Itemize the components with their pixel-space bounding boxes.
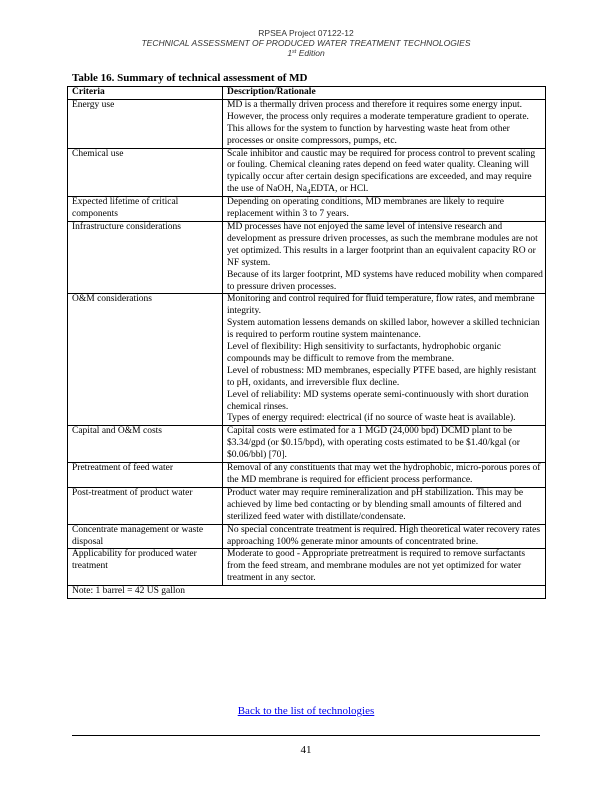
description-paragraph: Types of energy required: electrical (if no source of waste heat is available).	[227, 413, 516, 424]
table-row	[68, 221, 546, 293]
description-cell	[223, 463, 546, 488]
description-paragraph: Level of robustness: MD membranes, especially PTFE based, are highly resistant to pH, oxidants, and irreversible flux decline.	[227, 365, 537, 388]
description-paragraph: Because of its larger footprint, MD systems have reduced mobility when compared to pressure driven processes.	[227, 269, 543, 292]
table-row	[68, 197, 546, 222]
description-paragraph: System automation lessens demands on skilled labor, however a skilled technician is required to perform routine system maintenance.	[227, 318, 540, 341]
table-row	[68, 463, 546, 488]
criteria-cell: Capital and O&M costs	[68, 426, 223, 463]
criteria-cell: Chemical use	[68, 148, 223, 197]
table-row	[68, 99, 546, 148]
description-paragraph: Level of reliability: MD systems operate semi-continuously with short duration chemical rinses.	[227, 389, 529, 412]
table-row	[68, 524, 546, 549]
criteria-cell: Energy use	[68, 99, 223, 148]
footer-rule	[72, 735, 540, 736]
table-row	[68, 148, 546, 197]
table-header-row	[68, 87, 546, 100]
criteria-cell: O&M considerations	[68, 294, 223, 426]
description-header: Description/Rationale	[223, 87, 546, 100]
description-paragraph: Depending on operating conditions, MD membranes are likely to require replacement within 3 to 7 years.	[227, 197, 505, 220]
description-paragraph: Removal of any constituents that may wet the hydrophobic, micro-porous pores of the MD membrane is required for efficient process performance.	[227, 463, 541, 485]
description-cell	[223, 294, 546, 426]
description-paragraph: Monitoring and control required for fluid temperature, flow rates, and membrane integrity.	[227, 294, 535, 317]
description-cell	[223, 99, 546, 148]
description-paragraph: Capital costs were estimated for a 1 MGD (24,000 bpd) DCMD plant to be $3.34/gpd (or $0.15/bpd), with operating costs estimated to be $1.40/kgal (or $0.06/bbl) [70].	[227, 426, 520, 461]
running-header-title: TECHNICAL ASSESSMENT OF PRODUCED WATER TREATMENT TECHNOLOGIES	[141, 38, 471, 48]
back-to-technologies-link[interactable]: Back to the list of technologies	[237, 705, 375, 717]
description-paragraph: Moderate to good - Appropriate pretreatment is required to remove surfactants from the feed stream, and membrane modules are not yet optimized for water treatment in any sector.	[227, 549, 526, 584]
table-row	[68, 549, 546, 586]
description-paragraph: No special concentrate treatment is required. High theoretical water recovery rates approaching 100% generate minor amounts of concentrated brine.	[227, 524, 541, 547]
table-row	[68, 294, 546, 426]
description-paragraph: Product water may require remineralization and pH stabilization. This may be achieved by lime bed contacting or by blending small amounts of filtered and sterilized feed water with distillate/condensate.	[227, 487, 524, 522]
table-row	[68, 487, 546, 524]
table-body	[68, 99, 546, 585]
description-paragraph: Scale inhibitor and caustic may be required for process control to prevent scaling or fouling. Chemical cleaning rates depend on feed water quality. Cleaning will typically occur after certain design specifications are exceeded, and may require the use of NaOH, $Na_4EDTA$, or HCl.	[227, 148, 536, 197]
description-cell	[223, 487, 546, 524]
md-assessment-table	[67, 86, 546, 599]
description-paragraph: MD is a thermally driven process and therefore it requires some energy input. However, the process only requires a moderate temperature gradient to operate. This allows for the system to function by harvesting waste heat from other processes or onsite compressors, pumps, etc.	[227, 99, 529, 146]
criteria-cell: Infrastructure considerations	[68, 221, 223, 293]
criteria-cell: Expected lifetime of critical components	[68, 197, 223, 222]
description-cell	[223, 221, 546, 293]
description-cell	[223, 549, 546, 586]
table-note: Note: 1 barrel = 42 US gallon	[68, 586, 546, 599]
criteria-cell: Concentrate management or waste disposal	[68, 524, 223, 549]
description-cell	[223, 426, 546, 463]
table-row	[68, 426, 546, 463]
description-cell	[223, 197, 546, 222]
table-note-row	[68, 586, 546, 599]
running-header-project: RPSEA Project 07122-12	[258, 28, 354, 38]
table-caption: Table 16. Summary of technical assessment of MD	[72, 72, 308, 84]
criteria-cell: Pretreatment of feed water	[68, 463, 223, 488]
criteria-header: Criteria	[68, 87, 223, 100]
description-paragraph: Level of flexibility: High sensitivity to surfactants, hydrophobic organic compounds may be difficult to remove from the membrane.	[227, 342, 501, 364]
criteria-cell: Post-treatment of product water	[68, 487, 223, 524]
running-header-edition: 1st Edition	[287, 48, 325, 58]
page-number: 41	[300, 744, 312, 756]
description-cell	[223, 148, 546, 197]
description-paragraph: MD processes have not enjoyed the same level of intensive research and development as pressure driven processes, as such the membrane modules are not yet optimized. This results in a larger footprint than an equivalent capacity RO or NF system.	[227, 221, 538, 268]
criteria-cell: Applicability for produced water treatment	[68, 549, 223, 586]
description-cell	[223, 524, 546, 549]
